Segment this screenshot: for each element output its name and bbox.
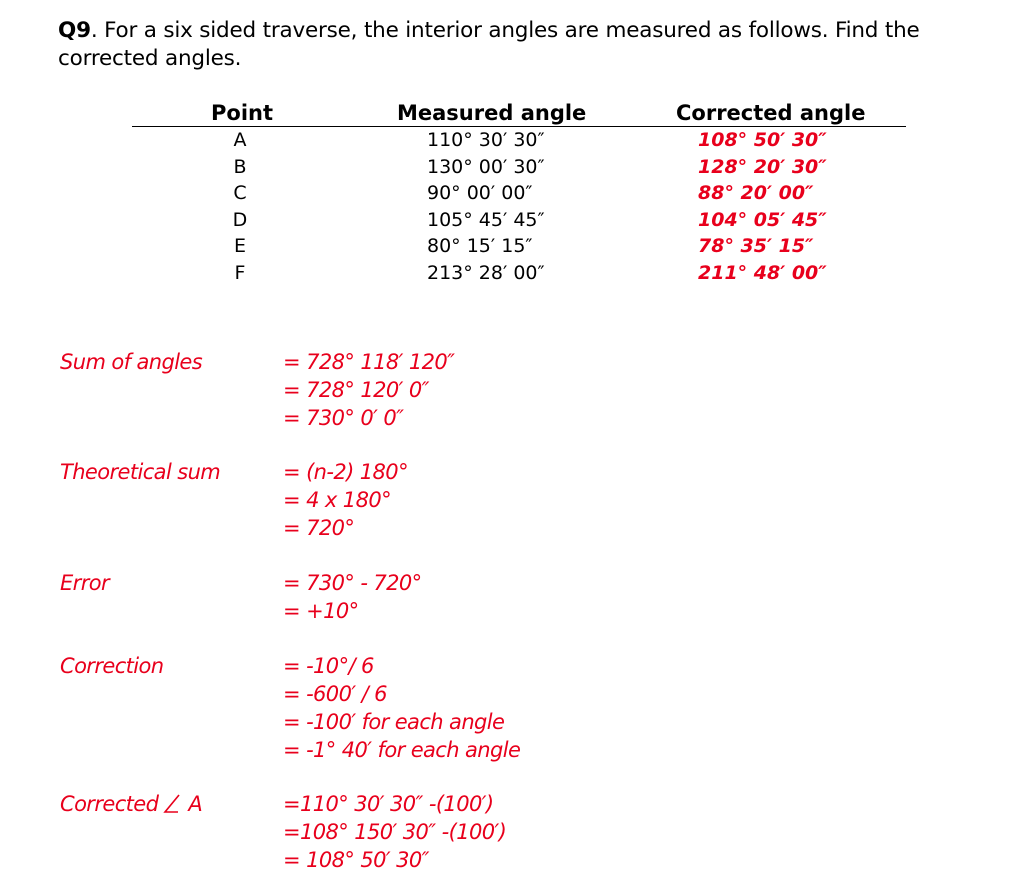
sum-of-angles-label: Sum of angles — [60, 350, 203, 374]
angle-table — [132, 100, 906, 286]
table-header — [132, 100, 906, 127]
calc-line: = (n-2) 180° — [283, 460, 408, 484]
error-lines — [283, 569, 422, 625]
table-row — [132, 127, 906, 154]
corrected-cell: 128° 20′ 30″ — [698, 155, 827, 178]
calc-line: = -100′ for each angle — [283, 710, 505, 734]
question-body: . For a six sided traverse, the interior angles are measured as follows. Find the corrected angles. — [58, 18, 920, 71]
corrected-cell: 78° 35′ 15″ — [698, 235, 814, 257]
corrected-a-label — [60, 790, 202, 818]
calc-line: = -10°/ 6 — [283, 654, 374, 678]
point-cell: E — [233, 235, 246, 257]
point-cell: D — [232, 208, 248, 231]
corrected-cell: 108° 50′ 30″ — [698, 129, 827, 151]
calc-line: =108° 150′ 30″ -(100′) — [283, 820, 507, 844]
measured-cell: 90° 00′ 00″ — [427, 182, 533, 204]
header-measured-angle: Measured angle — [397, 101, 587, 125]
header-point: Point — [211, 101, 274, 125]
theoretical-sum-label: Theoretical sum — [60, 460, 221, 484]
calc-line: = 720° — [283, 516, 355, 540]
table-row — [132, 154, 906, 181]
calc-line: = 728° 118′ 120″ — [283, 350, 455, 374]
table-row — [132, 233, 906, 260]
corrected-a-label-text: Corrected — [60, 792, 159, 816]
error-label: Error — [60, 571, 110, 595]
angle-icon — [162, 794, 188, 814]
table-row — [132, 260, 906, 287]
question-number: Q9 — [58, 18, 91, 43]
calc-line: = +10° — [283, 599, 359, 623]
calc-line: = 730° 0′ 0″ — [283, 406, 404, 430]
table-row — [132, 180, 906, 207]
header-corrected-angle: Corrected angle — [676, 101, 866, 125]
measured-cell: 130° 00′ 30″ — [427, 155, 545, 178]
calc-line: =110° 30′ 30″ -(100′) — [283, 792, 494, 816]
corrected-cell: 88° 20′ 00″ — [698, 182, 814, 204]
calc-line: = -1° 40′ for each angle — [283, 738, 521, 762]
corrected-a-lines — [283, 790, 506, 874]
measured-cell: 213° 28′ 00″ — [427, 261, 545, 284]
question-text — [58, 17, 998, 73]
corrected-a-label-point: A — [188, 792, 203, 816]
point-cell: C — [233, 182, 247, 204]
sum-of-angles-lines — [283, 348, 454, 432]
calc-line: = 728° 120′ 0″ — [283, 378, 429, 402]
point-cell: A — [233, 129, 247, 151]
table-row — [132, 207, 906, 234]
point-cell: B — [233, 155, 247, 178]
correction-lines — [283, 652, 520, 764]
calc-line: = 108° 50′ 30″ — [283, 848, 429, 872]
corrected-cell: 211° 48′ 00″ — [698, 261, 827, 284]
calc-line: = 730° - 720° — [283, 571, 422, 595]
corrected-cell: 104° 05′ 45″ — [698, 208, 827, 231]
measured-cell: 105° 45′ 45″ — [427, 208, 545, 231]
correction-label: Correction — [60, 654, 164, 678]
measured-cell: 80° 15′ 15″ — [427, 235, 533, 257]
calc-line: = 4 x 180° — [283, 488, 391, 512]
measured-cell: 110° 30′ 30″ — [427, 129, 545, 151]
calc-line: = -600′ / 6 — [283, 682, 387, 706]
point-cell: F — [234, 261, 246, 284]
theoretical-sum-lines — [283, 458, 408, 542]
